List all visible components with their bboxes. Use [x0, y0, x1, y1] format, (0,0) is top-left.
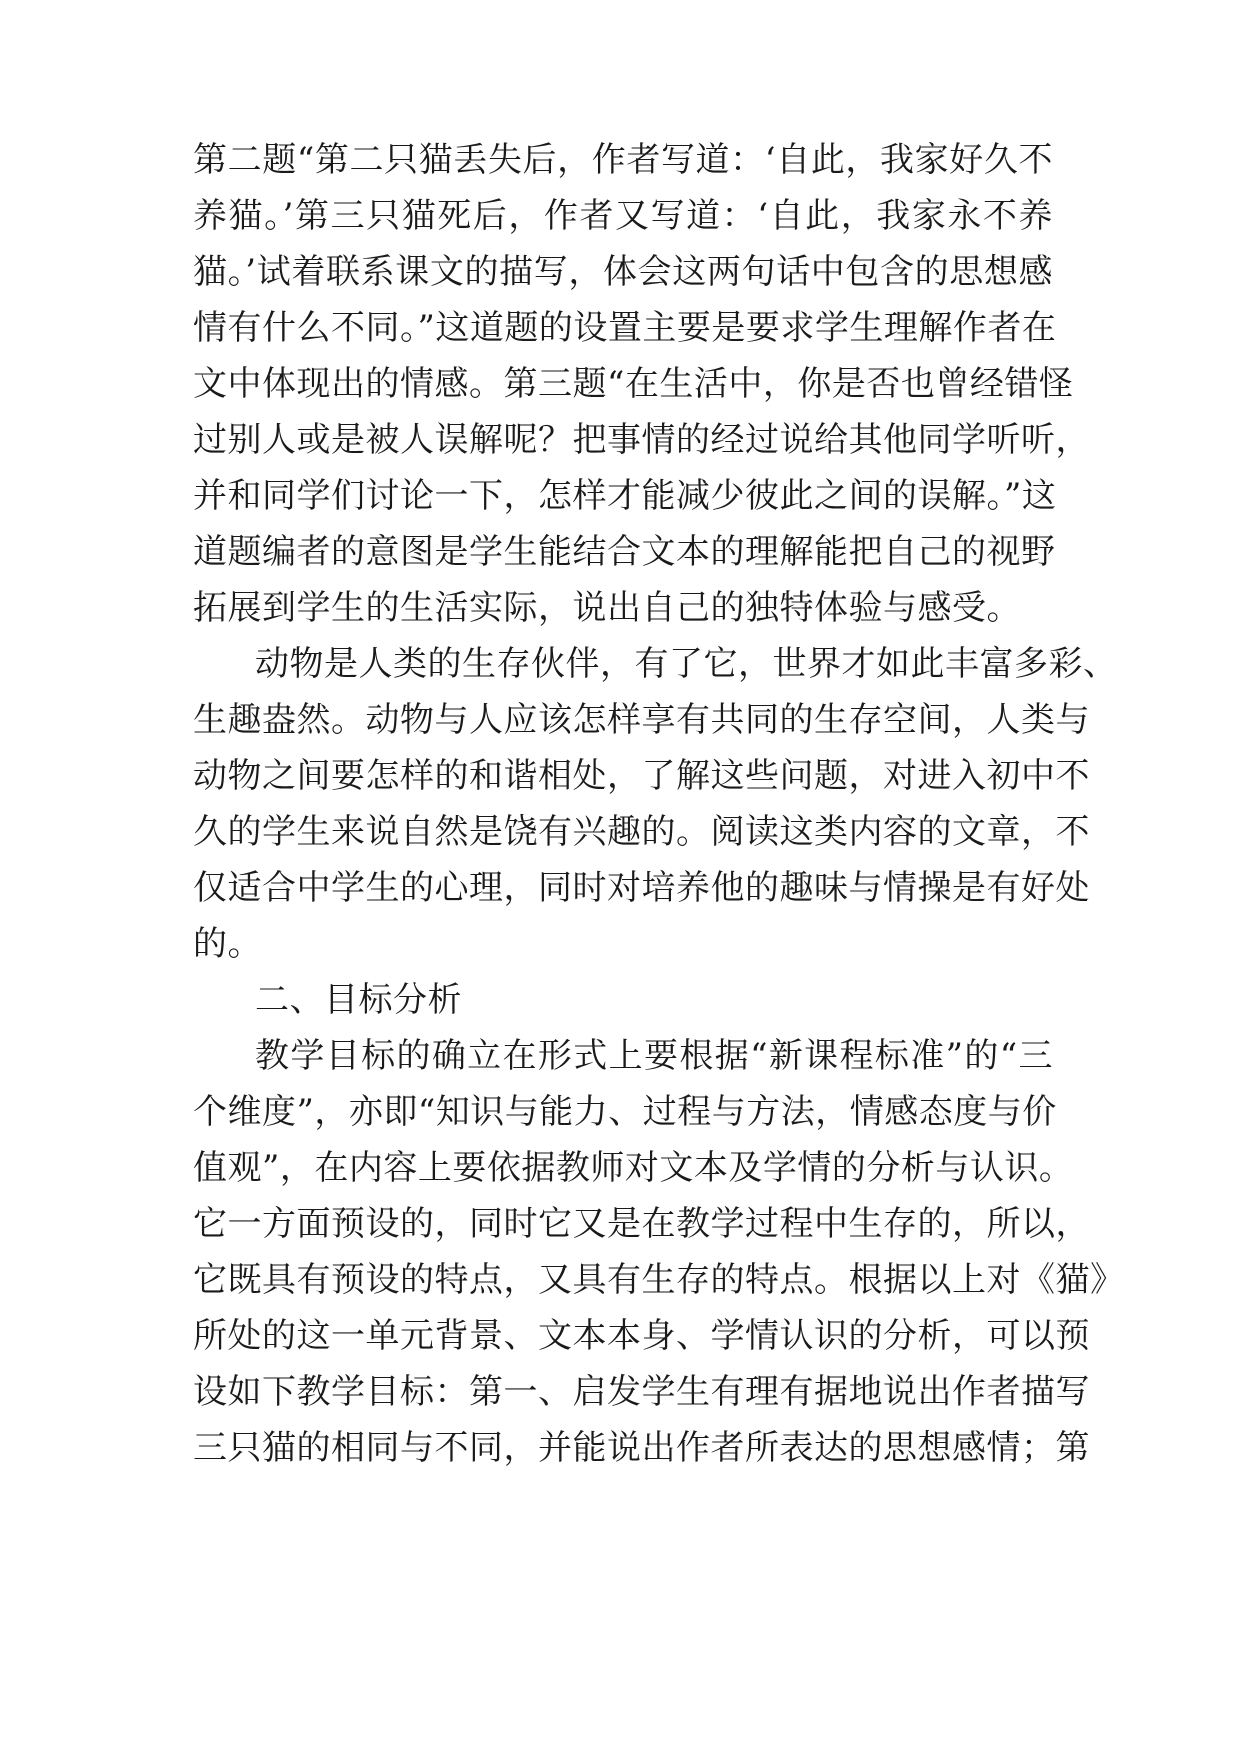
section-heading: 二、目标分析 [255, 980, 462, 1020]
text-line: 个维度”，亦即“知识与能力、过程与方法，情感态度与价 [193, 1092, 1057, 1132]
text-line: 三只猫的相同与不同，并能说出作者所表达的思想感情；第 [193, 1428, 1090, 1468]
text-line: 文中体现出的情感。第三题“在生活中，你是否也曾经错怪 [193, 364, 1074, 404]
text-line: 它一方面预设的，同时它又是在教学过程中生存的，所以， [193, 1204, 1090, 1244]
text-line: 猫。’试着联系课文的描写，体会这两句话中包含的思想感 [193, 252, 1053, 292]
text-line: 拓展到学生的生活实际，说出自己的独特体验与感受。 [193, 588, 1021, 628]
paragraph-first-line: 教学目标的确立在形式上要根据“新课程标准”的“三 [255, 1036, 1053, 1076]
paragraph-first-line: 动物是人类的生存伙伴，有了它，世界才如此丰富多彩、 [255, 644, 1118, 684]
text-line: 的。 [193, 924, 262, 964]
text-line: 动物之间要怎样的和谐相处，了解这些问题，对进入初中不 [193, 756, 1090, 796]
text-line: 并和同学们讨论一下，怎样才能减少彼此之间的误解。”这 [193, 476, 1057, 516]
text-line: 所处的这一单元背景、文本本身、学情认识的分析，可以预 [193, 1316, 1090, 1356]
text-line: 道题编者的意图是学生能结合文本的理解能把自己的视野 [193, 532, 1056, 572]
text-line: 第二题“第二只猫丢失后，作者写道：‘自此，我家好久不 [193, 140, 1053, 180]
text-line: 养猫。’第三只猫死后，作者又写道：‘自此，我家永不养 [193, 196, 1053, 236]
text-line: 久的学生来说自然是饶有兴趣的。阅读这类内容的文章，不 [193, 812, 1090, 852]
text-line: 情有什么不同。”这道题的设置主要是要求学生理解作者在 [193, 308, 1057, 348]
text-line: 仅适合中学生的心理，同时对培养他的趣味与情操是有好处 [193, 868, 1090, 908]
text-line: 过别人或是被人误解呢？把事情的经过说给其他同学听听， [193, 420, 1090, 460]
text-line: 生趣盎然。动物与人应该怎样享有共同的生存空间，人类与 [193, 700, 1090, 740]
text-line: 设如下教学目标：第一、启发学生有理有据地说出作者描写 [193, 1372, 1090, 1412]
text-line: 值观”，在内容上要依据教师对文本及学情的分析与认识。 [193, 1148, 1074, 1188]
text-line: 它既具有预设的特点，又具有生存的特点。根据以上对《猫》 [193, 1260, 1125, 1300]
